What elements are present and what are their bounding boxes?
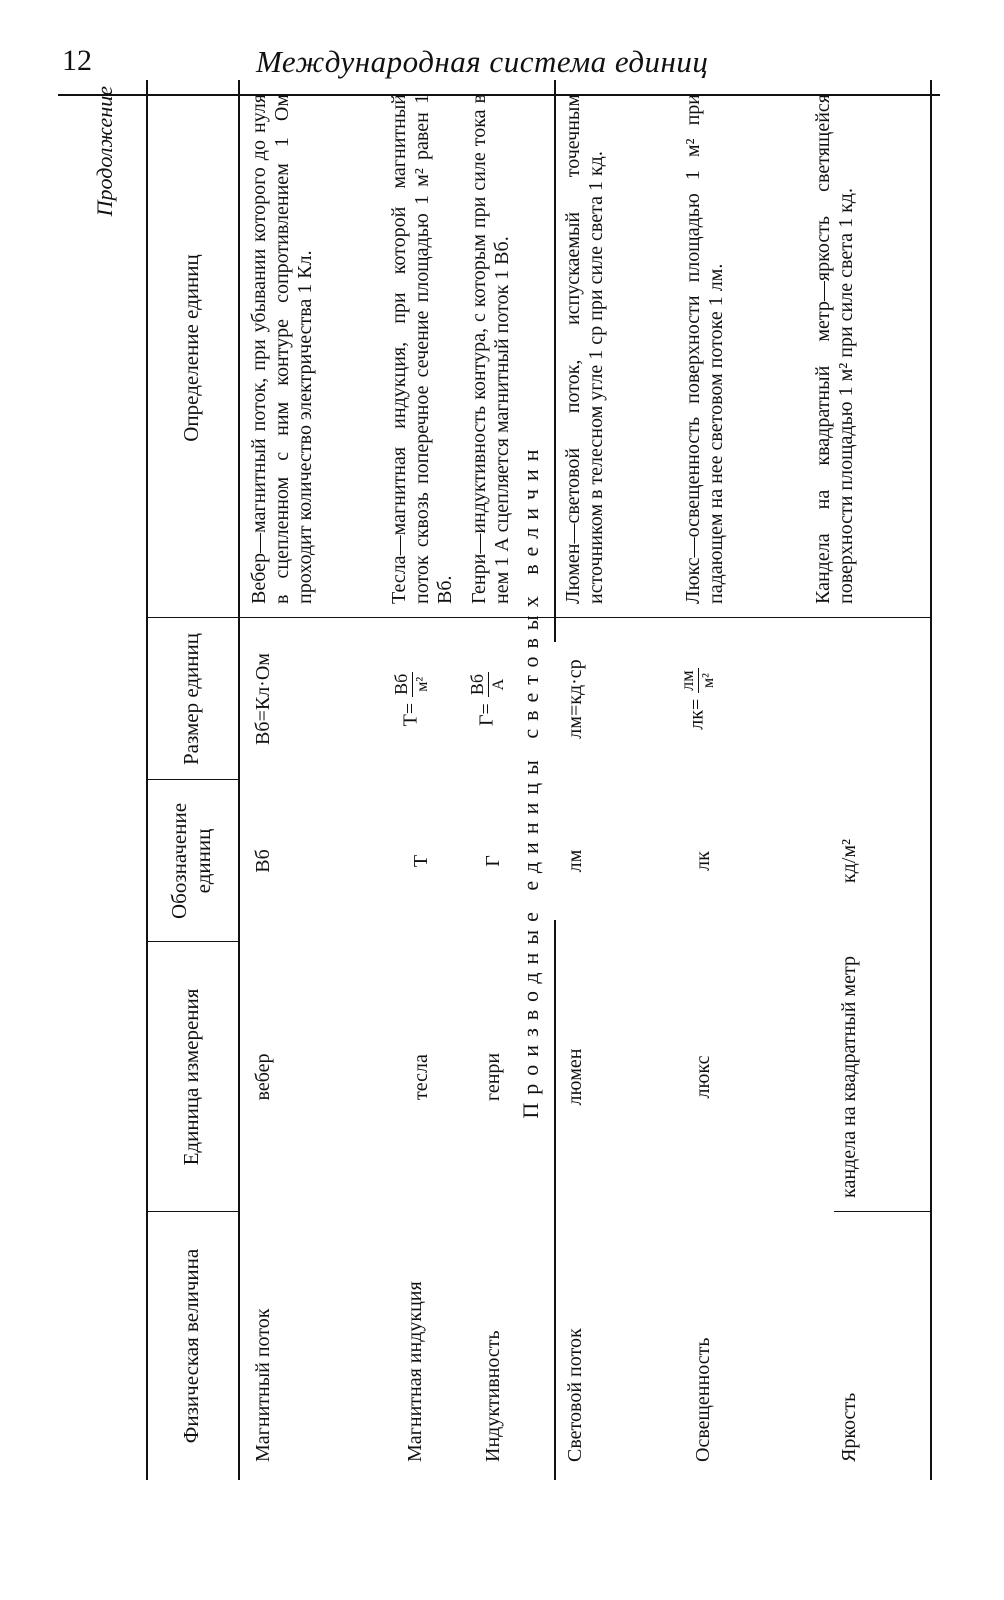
row-magnetic-induction-definition: Тесла—магнитная индукция, при которой магнитный поток сквозь поперечное сечение площадью 1 м² равен 1 Вб.	[388, 94, 456, 604]
row-illuminance-size	[678, 620, 718, 778]
running-head: Международная система единиц	[256, 44, 709, 79]
row-illuminance-quantity: Освещенность	[692, 1337, 714, 1462]
size-prefix: лк=	[685, 698, 708, 730]
row-luminous-flux-unit: люмен	[564, 1048, 586, 1106]
row-inductance-quantity: Индуктивность	[482, 1330, 504, 1462]
header-bottom-rule	[238, 80, 240, 1480]
row-luminous-flux-size: лм=кд·ср	[564, 659, 586, 739]
size-denominator: м²	[413, 676, 431, 692]
row-luminance-definition: Кандела на квадратный метр—яркость светящейся поверхности площадью 1 м² при силе света 1 кд.	[812, 94, 857, 604]
row-magnetic-induction-symbol: Т	[410, 854, 432, 868]
row-inductance-size	[468, 620, 508, 778]
size-prefix: Г=	[475, 703, 498, 727]
row-luminance-quantity: Яркость	[838, 1392, 860, 1462]
col-sep-1-yarkost	[834, 1211, 930, 1212]
row-illuminance-unit: люкс	[692, 1055, 714, 1099]
size-fraction	[678, 668, 718, 692]
header-quantity: Физическая величина	[179, 1248, 204, 1444]
units-table	[92, 80, 932, 1480]
row-magnetic-flux-unit: вебер	[252, 1053, 274, 1101]
row-luminous-flux-symbol: лм	[564, 849, 586, 873]
size-denominator: м²	[699, 673, 717, 688]
row-magnetic-flux-size: Вб=Кл·Ом	[252, 653, 274, 745]
size-fraction	[392, 672, 432, 697]
size-numerator: Вб	[391, 673, 411, 695]
header-definition: Определение единиц	[179, 254, 204, 442]
row-luminance-unit: кандела на квадратный метр	[838, 956, 860, 1198]
size-fraction	[468, 672, 508, 697]
header-size: Размер единиц	[179, 632, 204, 766]
size-prefix: Т=	[399, 702, 422, 727]
section-title: Производные единицы световых величин	[518, 441, 543, 1119]
row-luminous-flux-quantity: Световой поток	[564, 1328, 586, 1462]
row-magnetic-induction-unit: тесла	[410, 1054, 432, 1100]
row-inductance-definition: Генри—индуктивность контура, с которым при силе тока в нем 1 А сцепляется магнитный поток 1 Вб.	[468, 94, 513, 604]
col-sep-3	[146, 779, 238, 780]
page-number: 12	[62, 44, 92, 77]
section-rule-left	[554, 920, 556, 1480]
col-sep-2	[146, 941, 238, 942]
row-magnetic-induction-quantity: Магнитная индукция	[404, 1281, 426, 1462]
header-symbol: Обозначение единиц	[167, 802, 215, 920]
header-unit: Единица измерения	[179, 988, 204, 1166]
row-magnetic-flux-symbol: Вб	[252, 849, 274, 873]
row-magnetic-flux-quantity: Магнитный поток	[252, 1308, 274, 1462]
size-numerator: Вб	[467, 674, 487, 696]
size-numerator: лм	[677, 670, 697, 691]
table-bottom-rule	[930, 80, 932, 1480]
row-inductance-unit: генри	[482, 1052, 504, 1102]
col-sep-4-body	[238, 617, 930, 618]
row-inductance-symbol: Г	[482, 855, 504, 867]
row-illuminance-symbol: лк	[692, 851, 714, 871]
continuation-label: Продолжение	[92, 86, 117, 217]
row-magnetic-induction-size	[392, 620, 432, 778]
row-magnetic-flux-definition: Вебер—магнитный поток, при убывании которого до нуля в сцепленном с ним контуре сопротивлением 1 Ом проходит количество электричества 1 Кл.	[248, 94, 316, 604]
size-denominator: А	[489, 678, 507, 691]
row-illuminance-definition: Люкс—освещенность поверхности площадью 1 м² при падающем на нее световом потоке 1 лм.	[682, 94, 727, 604]
table-top-rule	[146, 80, 148, 1480]
row-luminance-symbol: кд/м²	[838, 838, 860, 884]
col-sep-4	[146, 617, 238, 618]
row-luminous-flux-definition: Люмен—световой поток, испускаемый точечным источником в телесном угле 1 ср при силе света 1 кд.	[562, 94, 607, 604]
section-rule-right	[554, 80, 556, 642]
